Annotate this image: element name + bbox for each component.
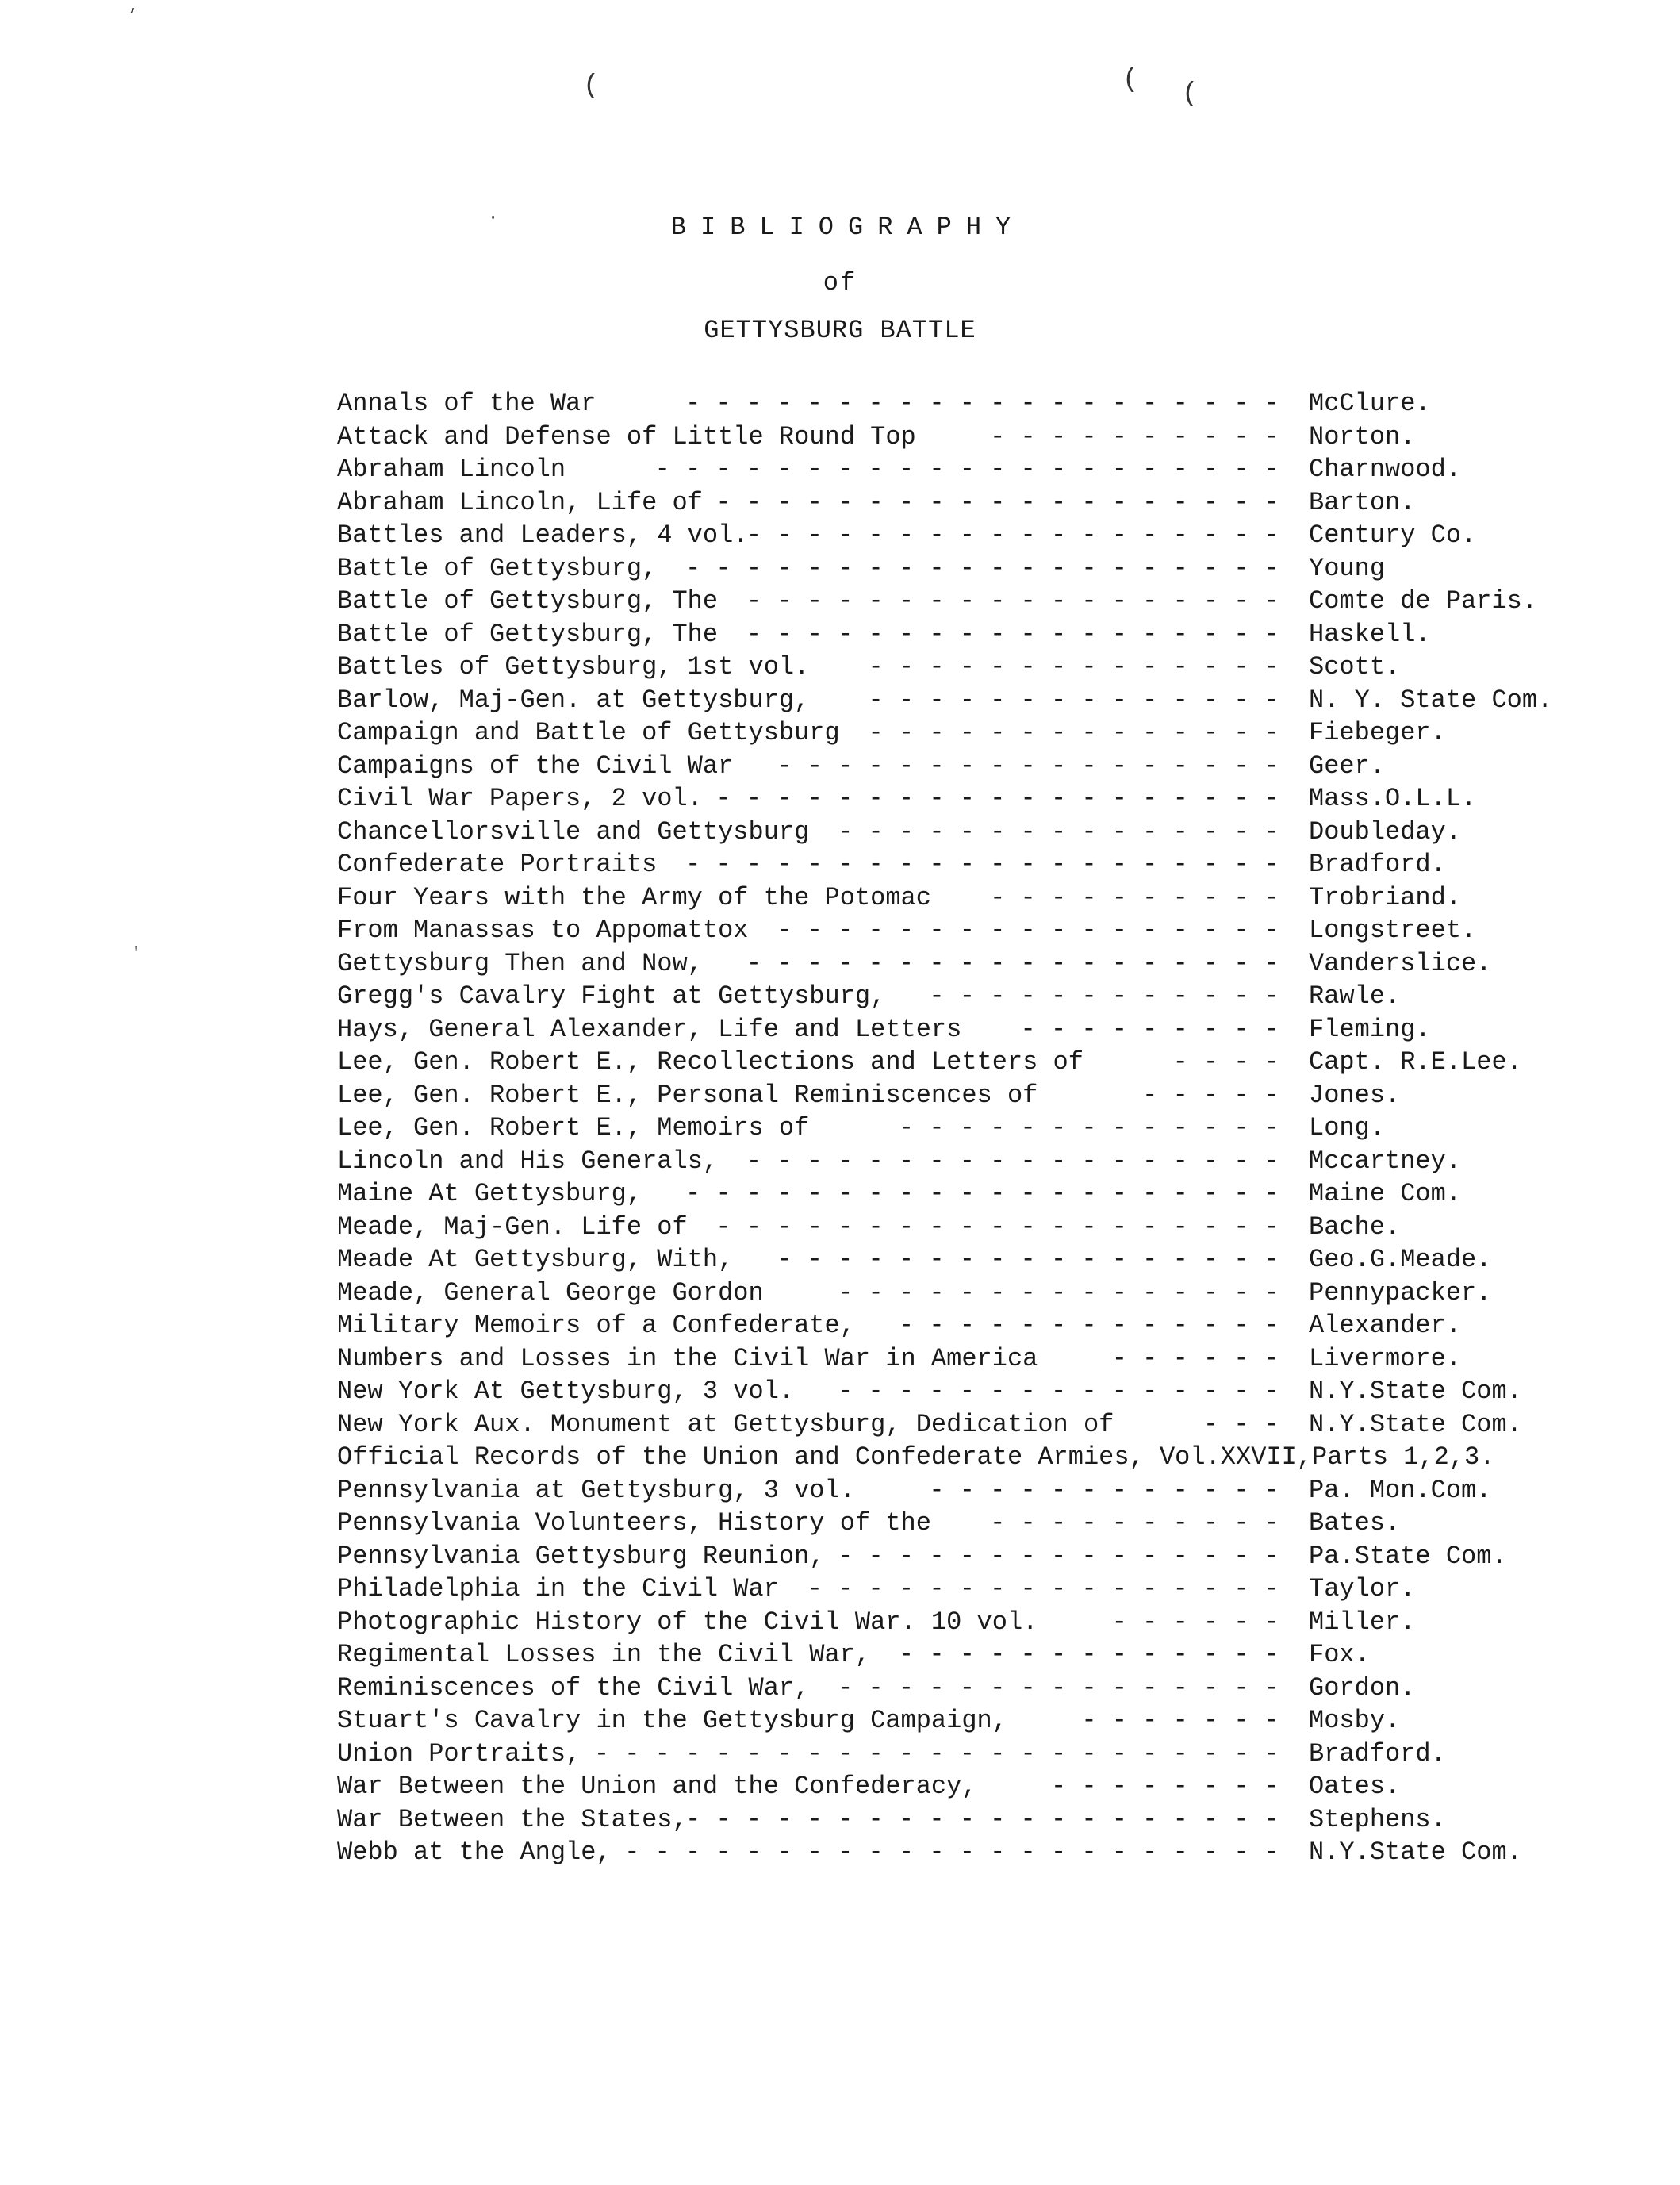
dot-leader: - - - - - - - - - - - - - - - - - - - - [685, 389, 1279, 418]
entry-author: Doubleday. [1309, 816, 1462, 847]
entry-author: Vanderslice. [1309, 948, 1492, 978]
bibliography-entry [337, 1112, 1606, 1145]
bibliography-entry [337, 684, 1606, 717]
entry-author: Stephens. [1309, 1804, 1446, 1834]
dot-leader: - - - - - - - [1081, 1706, 1279, 1735]
bibliography-entry [337, 1573, 1606, 1606]
entry-title: Pennsylvania Gettysburg Reunion, [337, 1541, 825, 1571]
scan-speck: ‘ [127, 6, 138, 26]
entry-title: Civil War Papers, 2 vol. [337, 784, 703, 813]
dot-leader: - - - - - - - - - - - - - - - - - [777, 1245, 1279, 1274]
dot-leader: - - - - - [1142, 1080, 1279, 1110]
entry-author: Trobriand. [1309, 882, 1462, 912]
dot-leader: - - - - - - - - - - [990, 1508, 1279, 1538]
entry-title: Campaigns of the Civil War [337, 751, 734, 781]
bibliography-entry [337, 816, 1606, 849]
entry-title: Numbers and Losses in the Civil War in America [337, 1343, 1038, 1373]
entry-author: Maine Com. [1309, 1179, 1462, 1208]
entry-author: Young [1309, 553, 1386, 583]
bibliography-entry [337, 1079, 1606, 1112]
entry-title: Philadelphia in the Civil War [337, 1574, 779, 1603]
bibliography-entry [337, 1243, 1606, 1277]
entry-title: Battle of Gettysburg, [337, 553, 658, 583]
entry-author: Barton. [1309, 487, 1416, 517]
page-title: BIBLIOGRAPHY [670, 213, 1026, 242]
bibliography-entry [337, 1770, 1606, 1803]
entry-author: Geer. [1309, 751, 1386, 781]
dot-leader: - - - - - - - - - - - - - - - [838, 1377, 1279, 1406]
bibliography-entry [337, 1375, 1606, 1408]
entry-author: N.Y.State Com. [1309, 1377, 1522, 1406]
dot-leader: - - - - - - - - - - - - - - - - - - - - [685, 1804, 1279, 1834]
entry-author: Gordon. [1309, 1672, 1416, 1703]
dot-leader: - - - - - - - - - - - - - - - - - - - - - [654, 455, 1279, 484]
entry-title: Battle of Gettysburg, The [337, 619, 719, 649]
entry-author: Bradford. [1309, 850, 1446, 879]
entry-title: Maine At Gettysburg, [337, 1179, 642, 1208]
bibliography-entry [337, 1342, 1606, 1376]
dot-leader: - - - - - - - - - - - - - - - - - - [746, 586, 1279, 616]
entry-title: Military Memoirs of a Confederate, [337, 1311, 855, 1340]
bibliography-entry [337, 1013, 1606, 1046]
entry-title: Battles of Gettysburg, 1st vol. [337, 652, 810, 682]
entry-author: Mccartney. [1309, 1146, 1462, 1176]
bibliography-entry [337, 1606, 1606, 1639]
entry-title: Meade At Gettysburg, With, [337, 1245, 734, 1274]
entry-title: Annals of the War [337, 389, 596, 418]
bibliography-entry [337, 1638, 1606, 1672]
bibliography-entry [337, 1540, 1606, 1573]
entry-title: Webb at the Angle, [337, 1837, 612, 1867]
dot-leader: - - - - - - - - - - - - - - - - - - - [715, 1212, 1279, 1242]
dot-leader: - - - - [1172, 1047, 1279, 1077]
entry-title: Battle of Gettysburg, The [337, 586, 719, 616]
entry-author: Livermore. [1309, 1343, 1462, 1373]
bibliography-entry [337, 881, 1606, 915]
bibliography-entry [337, 1803, 1606, 1837]
dot-leader: - - - - - - - - - - - - - [898, 1311, 1279, 1340]
entry-title: Campaign and Battle of Gettysburg [337, 718, 840, 747]
bibliography-entry [337, 1211, 1606, 1244]
entry-author: Miller. [1309, 1607, 1416, 1637]
entry-author: Mosby. [1309, 1706, 1401, 1735]
entry-title: Gettysburg Then and Now, [337, 948, 703, 978]
bibliography-entry [337, 1704, 1606, 1738]
entry-title: New York Aux. Monument at Gettysburg, Dedication of [337, 1409, 1114, 1439]
dot-leader: - - - - - - - - - - - - [929, 981, 1279, 1011]
dot-leader: - - - - - - - - - - - - - - - - - - - - [685, 1179, 1279, 1208]
bibliography-entry [337, 716, 1606, 750]
entry-author: Pennypacker. [1309, 1277, 1492, 1308]
entry-author: N.Y.State Com. [1309, 1837, 1522, 1867]
entry-author: Rawle. [1309, 981, 1401, 1011]
entry-author: Bates. [1309, 1508, 1401, 1538]
entry-author: Century Co. [1309, 520, 1477, 550]
entry-title: Hays, General Alexander, Life and Letters [337, 1014, 962, 1044]
entry-title: Abraham Lincoln [337, 455, 566, 484]
bibliography-entry [337, 848, 1606, 881]
entry-author: Alexander. [1309, 1311, 1462, 1340]
dot-leader: - - - - - - - - - - - - - - [868, 718, 1279, 747]
bibliography-entry [337, 1046, 1606, 1079]
entry-author: Pa. Mon.Com. [1309, 1475, 1492, 1505]
dot-leader: - - - - - - - - - - - - - - - [838, 1672, 1279, 1703]
bibliography-entry [337, 1145, 1606, 1178]
entry-author: Mass.O.L.L. [1309, 784, 1477, 813]
dot-leader: - - - - - - - - - - - - - - - - - - - - - - - [593, 1738, 1279, 1768]
dot-leader: - - - - - - - - - - - - - - - - - - - [715, 784, 1279, 813]
entry-title: Meade, General George Gordon [337, 1277, 764, 1308]
bibliography-entry [337, 1309, 1606, 1342]
entry-title: Attack and Defense of Little Round Top [337, 421, 916, 451]
dot-leader: - - - - - - - - - - [990, 882, 1279, 912]
page-subtitle: GETTYSBURG BATTLE [704, 316, 976, 345]
bibliography-entry [337, 750, 1606, 783]
entry-title: Four Years with the Army of the Potomac [337, 882, 931, 912]
entry-author: Oates. [1309, 1772, 1401, 1801]
dot-leader: - - - - - - - - - - - - - - [868, 685, 1279, 715]
entry-title: New York At Gettysburg, 3 vol. [337, 1377, 795, 1406]
bibliography-entry [337, 420, 1606, 454]
bibliography-entry [337, 914, 1606, 947]
entry-title: Lincoln and His Generals, [337, 1146, 719, 1176]
dot-leader: - - - - - - - - - - - - - - - - - - - - [685, 553, 1279, 583]
scan-speck: ' [131, 944, 142, 964]
entry-author: N.Y.State Com. [1309, 1409, 1522, 1439]
entry-title: Stuart's Cavalry in the Gettysburg Campaign, [337, 1706, 1007, 1735]
bibliography-entry [337, 618, 1606, 651]
bibliography-entry [337, 1507, 1606, 1540]
dot-leader: - - - - - - - - - - - - - - - - - - [746, 520, 1279, 550]
dot-leader: - - - - - - - - - - - - - [898, 1113, 1279, 1142]
entry-author: Pa.State Com. [1309, 1541, 1507, 1571]
dot-leader: - - - - - - - - - - - - [929, 1475, 1279, 1505]
bibliography-entry [337, 1408, 1606, 1442]
dot-leader: - - - - - - - - - - - - - - - [838, 1277, 1279, 1308]
dot-leader: - - - - - - - - - - - - - - - - - - [746, 948, 1279, 978]
entry-title: Meade, Maj-Gen. Life of [337, 1212, 688, 1242]
dot-leader: - - - - - - - - - [1020, 1014, 1279, 1044]
dot-leader: - - - [1202, 1409, 1279, 1439]
entry-author: Jones. [1309, 1080, 1401, 1110]
entry-title: War Between the States, [337, 1804, 688, 1834]
bibliography-entry [337, 519, 1606, 552]
bibliography-entry [337, 1177, 1606, 1211]
bibliography-entry [337, 947, 1606, 981]
entry-title: Chancellorsville and Gettysburg [337, 816, 810, 847]
dot-leader: - - - - - - - - - - - - - - - - - - - - - - [624, 1837, 1279, 1867]
dot-leader: - - - - - - [1111, 1343, 1279, 1373]
entry-author: Longstreet. [1309, 916, 1477, 945]
bibliography-entry [337, 782, 1606, 816]
entry-author: N. Y. State Com. [1309, 685, 1553, 715]
dot-leader: - - - - - - [1111, 1607, 1279, 1637]
bibliography-entry [337, 1277, 1606, 1310]
entry-author: Bradford. [1309, 1738, 1446, 1768]
entry-author: Fox. [1309, 1640, 1370, 1669]
bibliography-entry [337, 651, 1606, 684]
entry-title: Regimental Losses in the Civil War, [337, 1640, 871, 1669]
dot-leader: - - - - - - - - - - - - - - - [838, 816, 1279, 847]
bibliography-entry [337, 486, 1606, 520]
dot-leader: - - - - - - - - - - - - - - - [838, 1541, 1279, 1571]
entry-title: Lee, Gen. Robert E., Personal Reminiscences of [337, 1080, 1038, 1110]
entry-author: Comte de Paris. [1309, 586, 1538, 616]
entry-author: McClure. [1309, 389, 1431, 418]
scan-speck: ( [1182, 79, 1199, 109]
dot-leader: - - - - - - - - - - - - - - - - - - - [715, 487, 1279, 517]
bibliography-entry [337, 980, 1606, 1013]
entry-title: Pennsylvania Volunteers, History of the [337, 1508, 931, 1538]
bibliography-entry [337, 552, 1606, 586]
bibliography-entry [337, 585, 1606, 618]
entry-author: Bache. [1309, 1212, 1401, 1242]
entry-title: Official Records of the Union and Confederate Armies, Vol.XXVII,Parts 1,2,3. [337, 1442, 1495, 1472]
entry-title: Battles and Leaders, 4 vol. [337, 520, 749, 550]
entry-title: Gregg's Cavalry Fight at Gettysburg, [337, 981, 886, 1011]
dot-leader: - - - - - - - - - - - - - - - - [807, 1574, 1279, 1603]
bibliography-entry [337, 387, 1606, 420]
entry-title: War Between the Union and the Confederacy, [337, 1772, 977, 1801]
dot-leader: - - - - - - - - - - [990, 421, 1279, 451]
bibliography-entry [337, 453, 1606, 486]
entry-author: Taylor. [1309, 1574, 1416, 1603]
bibliography-entry [337, 1441, 1606, 1474]
dot-leader: - - - - - - - - - - - - - - - - - - [746, 619, 1279, 649]
entry-title: Confederate Portraits [337, 850, 658, 879]
scan-speck: · [488, 208, 499, 228]
dot-leader: - - - - - - - - [1050, 1772, 1279, 1801]
scan-speck: ( [1122, 65, 1139, 95]
entry-author: Capt. R.E.Lee. [1309, 1047, 1522, 1077]
dot-leader: - - - - - - - - - - - - - - - - - [777, 916, 1279, 945]
entry-title: Pennsylvania at Gettysburg, 3 vol. [337, 1475, 855, 1505]
title-connector: of [823, 268, 857, 298]
entry-author: Fleming. [1309, 1014, 1431, 1044]
entry-author: Haskell. [1309, 619, 1431, 649]
bibliography-entry [337, 1836, 1606, 1869]
bibliography-entry [337, 1474, 1606, 1507]
entry-author: Long. [1309, 1113, 1386, 1142]
entry-author: Scott. [1309, 652, 1401, 682]
scan-speck: ( [583, 71, 600, 102]
dot-leader: - - - - - - - - - - - - - - - - - - [746, 1146, 1279, 1176]
entry-title: Abraham Lincoln, Life of [337, 487, 703, 517]
entry-title: From Manassas to Appomattox [337, 916, 749, 945]
entry-title: Barlow, Maj-Gen. at Gettysburg, [337, 685, 810, 715]
entry-author: Charnwood. [1309, 455, 1462, 484]
entry-author: Fiebeger. [1309, 718, 1446, 747]
dot-leader: - - - - - - - - - - - - - [898, 1640, 1279, 1669]
bibliography-entry [337, 1672, 1606, 1705]
entry-title: Reminiscences of the Civil War, [337, 1672, 810, 1703]
bibliography-entry [337, 1738, 1606, 1771]
bibliography-list [337, 387, 1606, 1869]
entry-title: Photographic History of the Civil War. 10 vol. [337, 1607, 1038, 1637]
entry-title: Union Portraits, [337, 1738, 581, 1768]
dot-leader: - - - - - - - - - - - - - - - - - - - - [685, 850, 1279, 879]
entry-author: Geo.G.Meade. [1309, 1245, 1492, 1274]
dot-leader: - - - - - - - - - - - - - - [868, 652, 1279, 682]
entry-title: Lee, Gen. Robert E., Memoirs of [337, 1113, 810, 1142]
entry-author: Norton. [1309, 421, 1416, 451]
entry-title: Lee, Gen. Robert E., Recollections and Letters of [337, 1047, 1084, 1077]
dot-leader: - - - - - - - - - - - - - - - - - [777, 751, 1279, 781]
